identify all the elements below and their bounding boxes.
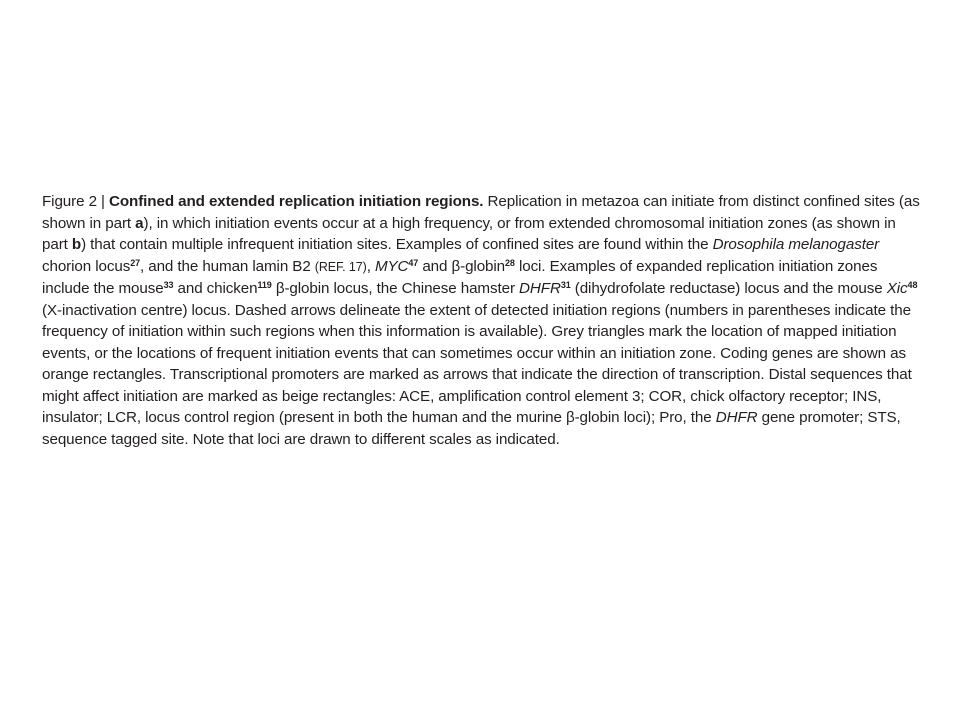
caption-text: , and the human lamin B2 bbox=[140, 257, 315, 275]
figure-title: Confined and extended replication initiation regions. bbox=[109, 193, 484, 210]
caption-text: Replication in metazoa can initiate from distinct confined sites (as shown in part bbox=[42, 193, 920, 232]
caption-text: , bbox=[366, 257, 375, 275]
figure-caption bbox=[42, 191, 920, 450]
gene-name: DHFR bbox=[519, 280, 561, 297]
caption-text: (dihydrofolate reductase) locus and the mouse bbox=[570, 280, 887, 297]
reference-superscript: 119 bbox=[257, 280, 272, 290]
reference-superscript: 33 bbox=[163, 280, 174, 290]
reference-superscript: 27 bbox=[130, 257, 140, 268]
reference-superscript: 48 bbox=[907, 280, 918, 290]
gene-name: DHFR bbox=[715, 409, 758, 426]
caption-text: ) that contain multiple infrequent initiation sites. Examples of confined sites are found within the bbox=[81, 236, 713, 253]
part-a-label: a bbox=[135, 214, 144, 232]
gene-name: MYC bbox=[374, 257, 409, 275]
caption-text: ), in which initiation events occur at a high frequency, or from extended chromosomal initiation zones (as shown in part bbox=[42, 214, 896, 253]
caption-text: β-globin locus, the Chinese hamster bbox=[271, 280, 520, 297]
figure-label: Figure 2 | bbox=[42, 193, 109, 210]
caption-text: (X-inactivation centre) locus. Dashed arrows delineate the extent of detected initiation regions (numbers in parentheses indicate the frequency of initiation within such regions when this information is available). Grey triangles mark the location of mapped initiation events, or the locations of frequent initiation events that can sometimes occur within an initiation zone. Coding genes are shown as orange rectangles. Transcriptional promoters are marked as arrows that indicate the direction of transcription. Distal sequences that might affect initiation are marked as beige rectangles: ACE, amplification control element 3; COR, chick olfactory receptor; INS, insulator; LCR, locus control region (present in both the human and the murine β-globin loci); Pro, the bbox=[42, 301, 912, 426]
reference-inline: (REF. 17) bbox=[314, 259, 367, 274]
reference-superscript: 31 bbox=[560, 280, 571, 290]
species-name: Drosophila melanogaster bbox=[712, 236, 880, 253]
reference-superscript: 28 bbox=[505, 257, 515, 268]
caption-text: and β-globin bbox=[418, 257, 506, 275]
caption-text: chorion locus bbox=[42, 257, 131, 275]
caption-text: gene promoter; STS, sequence tagged site. Note that loci are drawn to different scales as indicated. bbox=[42, 409, 901, 448]
part-b-label: b bbox=[71, 236, 82, 253]
caption-text: loci. Examples of expanded replication initiation zones include the mouse bbox=[42, 257, 878, 297]
gene-name: Xic bbox=[886, 280, 908, 297]
reference-superscript: 47 bbox=[408, 257, 419, 268]
caption-text: and chicken bbox=[173, 280, 258, 297]
